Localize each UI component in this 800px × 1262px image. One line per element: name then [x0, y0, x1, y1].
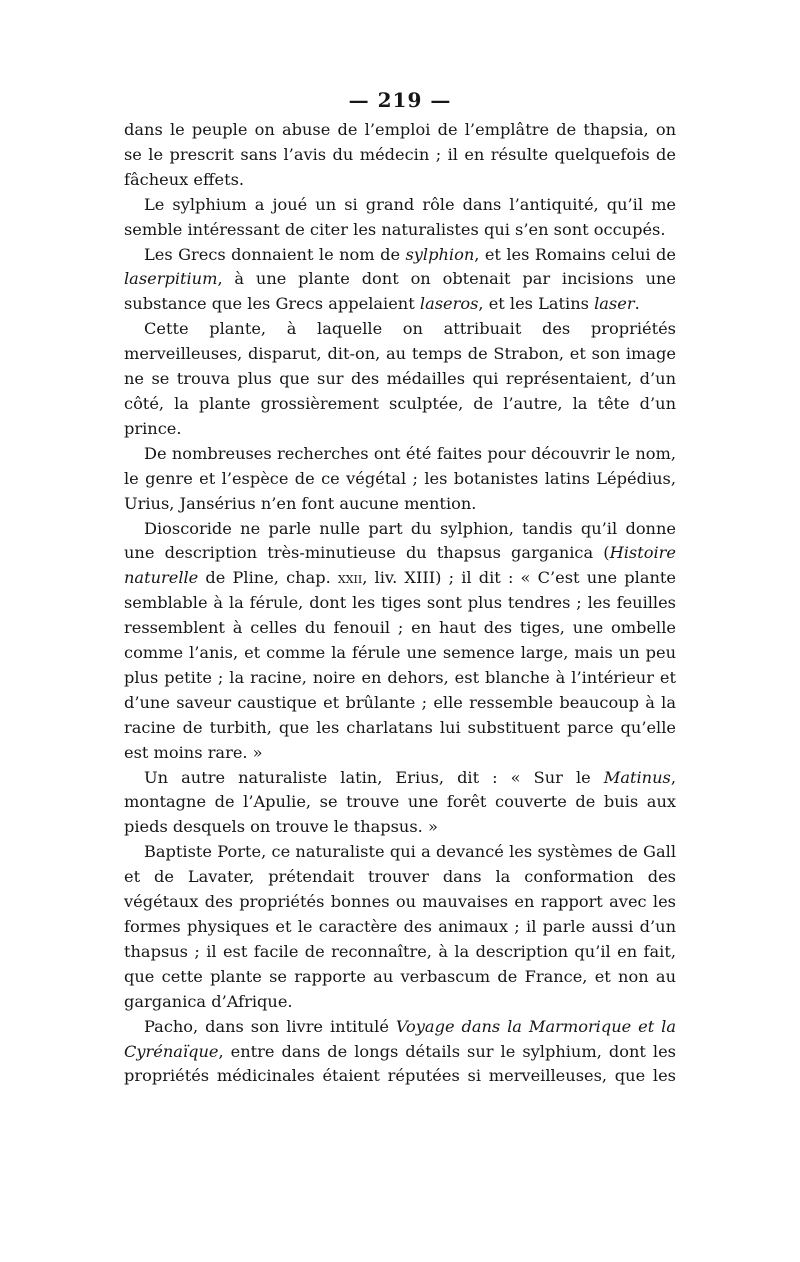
text-run: Les Grecs donnaient le nom de: [144, 244, 406, 264]
text-run: Pacho, dans son livre intitulé: [144, 1016, 396, 1036]
italic-term: Voyage dans la Marmorique et la Cyrénaïque: [124, 1016, 676, 1061]
italic-term: Matinus: [603, 767, 671, 787]
text-run: Dioscoride ne parle nulle part du sylphion, tandis qu’il donne une description très-minutieuse du thapsus garganica (: [124, 518, 676, 563]
text-run: Un autre naturaliste latin, Erius, dit : « Sur le: [144, 767, 604, 787]
text-run: .: [634, 294, 640, 314]
text-run: de Pline, chap.: [198, 568, 338, 588]
italic-term: laserpitium: [124, 269, 218, 289]
small-caps-text: xxii: [337, 568, 363, 588]
text-run: dans le peuple on abuse de l’emploi de l’emplâtre de thapsia, on se le prescrit sans l’avis du médecin ; il en résulte quelquefois de fâcheux effets.: [124, 120, 676, 189]
italic-term: laser: [594, 294, 635, 314]
paragraph: [124, 766, 676, 841]
text-run: Le sylphium a joué un si grand rôle dans l’antiquité, qu’il me semble intéressant de citer les naturalistes qui s’en sont occupés.: [124, 194, 676, 239]
text-run: , entre dans de longs détails sur le sylphium, dont les propriétés médicinales étaient réputées si merveilleuses, que les: [124, 1041, 676, 1086]
italic-term: laseros: [419, 294, 479, 314]
paragraph: [124, 193, 676, 243]
paragraph: [124, 317, 676, 442]
text-run: Baptiste Porte, ce naturaliste qui a devancé les systèmes de Gall et de Lavater, prétendait trouver dans la conformation des végétaux des propriétés bonnes ou mauvaises en rapport avec les formes physiques et le caractère des animaux ; il parle aussi d’un thapsus ; il est facile de reconnaître, à la description qu’il en fait, que cette plante se rapporte au verbascum de France, et non au garganica d’Afrique.: [124, 842, 676, 1011]
text-run: De nombreuses recherches ont été faites pour découvrir le nom, le genre et l’espèce de ce végétal ; les botanistes latins Lépédius, Urius, Jansérius n’en font aucune mention.: [124, 443, 676, 513]
text-run: , et les Romains celui de: [474, 244, 677, 264]
italic-term: sylphion: [405, 244, 475, 264]
italic-term: Histoire naturelle: [124, 543, 676, 588]
paragraph: [124, 243, 676, 318]
paragraph: [124, 517, 676, 766]
paragraph: [124, 442, 676, 517]
text-run: , à une plante dont on obtenait par incisions une substance que les Grecs appelaient: [124, 269, 676, 314]
page-number: — 219 —: [348, 88, 452, 112]
text-run: Cette plante, à laquelle on attribuait des propriétés merveilleuses, disparut, dit-on, au temps de Strabon, et son image ne se trouva plus que sur des médailles qui représentaient, d’un côté, la plante grossièrement sculptée, de l’autre, la tête d’un prince.: [124, 319, 676, 438]
text-run: , liv. XIII) ; il dit : « C’est une plante semblable à la férule, dont les tiges sont plus tendres ; les feuilles ressemblent à celles du fenouil ; en haut des tiges, une ombelle comme l’anis, et comme la férule une semence large, mais un peu plus petite ; la racine, noire en dehors, est blanche à l’intérieur et d’une saveur caustique et brûlante ; elle ressemble beaucoup à la racine de turbith, que les charlatans lui substituent parce qu’elle est moins rare. »: [124, 568, 676, 762]
text-run: , montagne de l’Apulie, se trouve une forêt couverte de buis aux pieds desquels on trouve le thapsus. »: [124, 767, 676, 837]
body-text: [124, 118, 676, 1089]
text-run: , et les Latins: [478, 294, 595, 314]
paragraph: [124, 118, 676, 193]
paragraph: [124, 840, 676, 1014]
paragraph: [124, 1015, 676, 1090]
